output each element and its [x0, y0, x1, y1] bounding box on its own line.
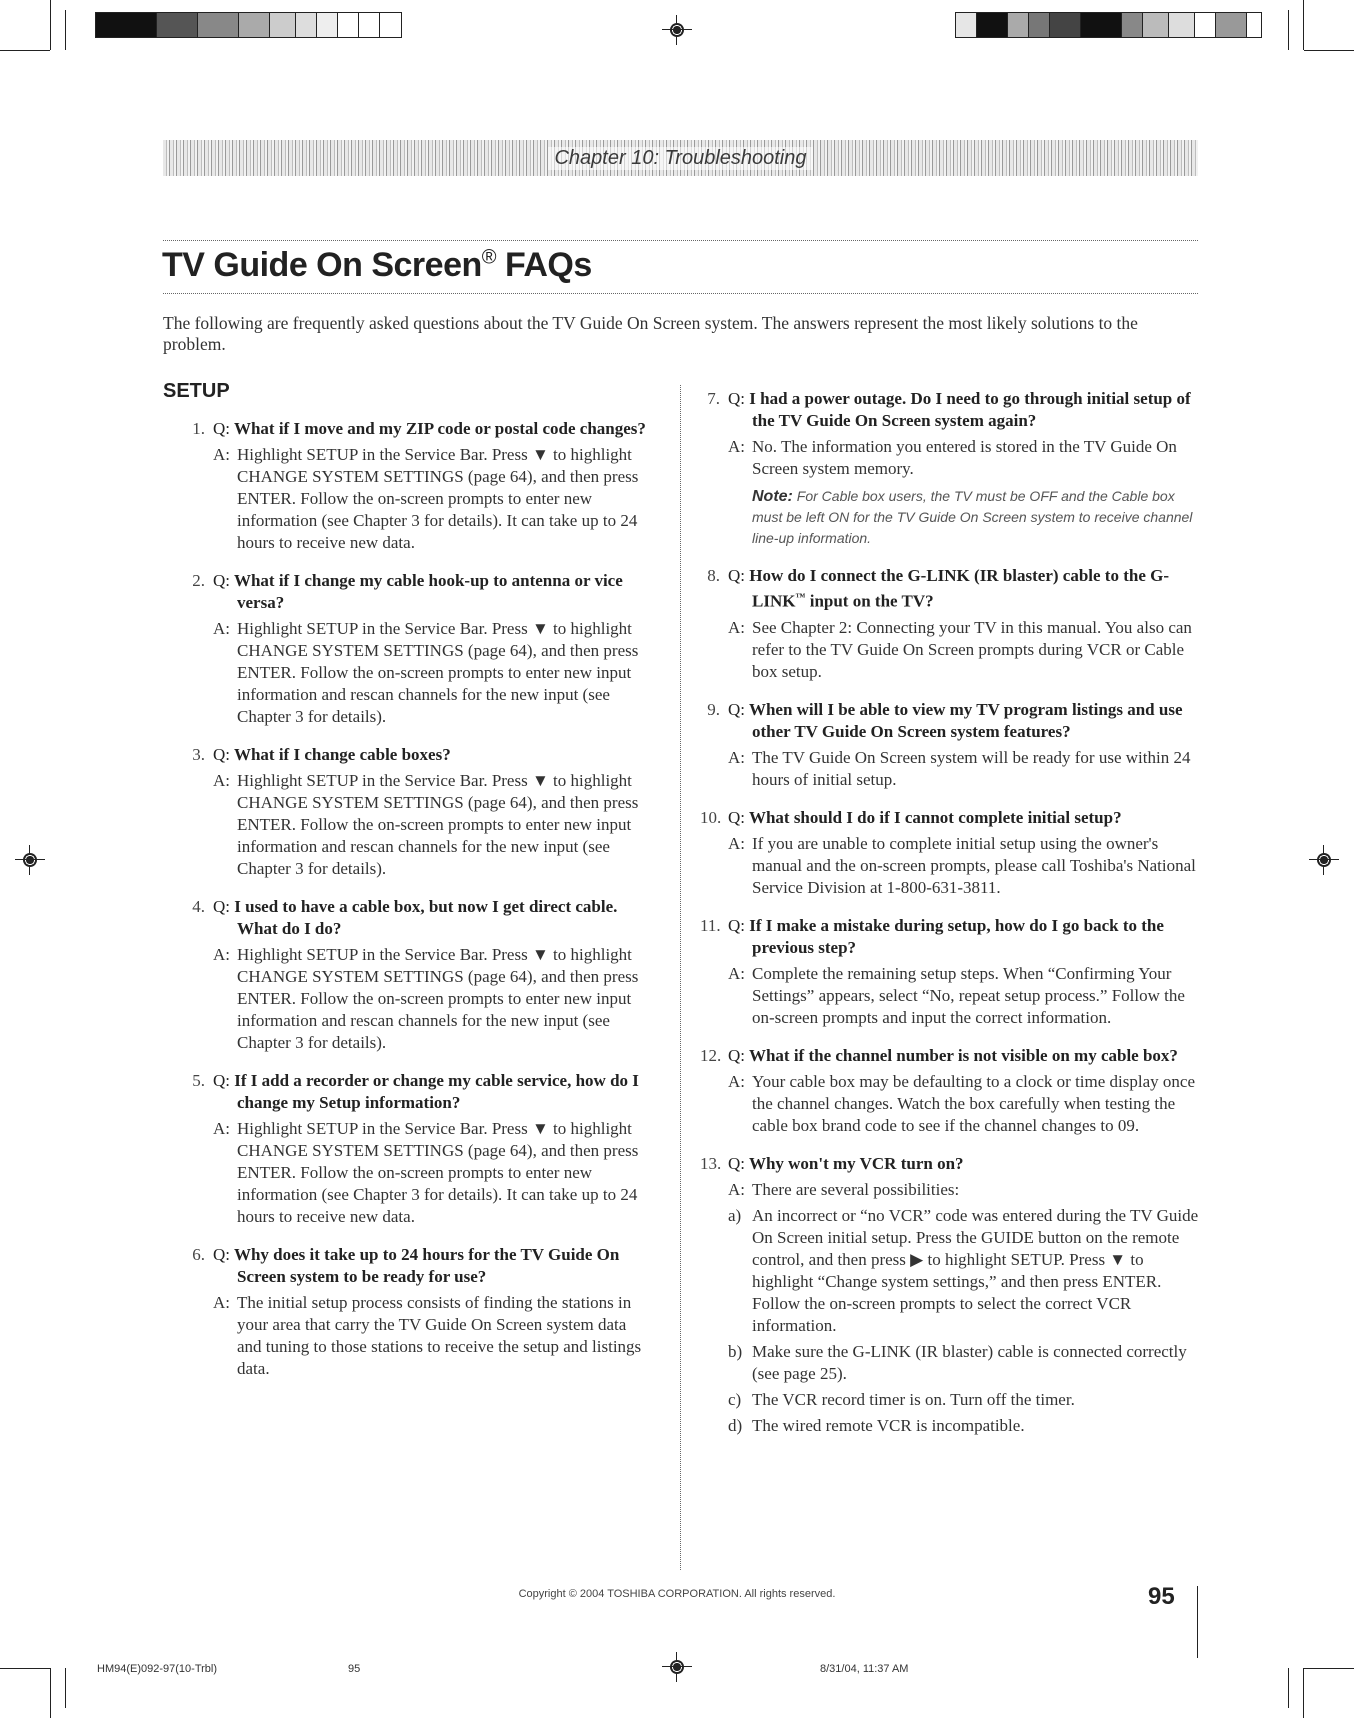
faq-subitem: d) The wired remote VCR is incompatible.	[728, 1415, 1025, 1435]
registration-mark-icon	[662, 15, 692, 45]
faq-item	[700, 388, 1200, 549]
registration-mark-icon	[662, 1652, 692, 1682]
faq-answer: A: Highlight SETUP in the Service Bar. Press ▼ to highlight CHANGE SYSTEM SETTINGS (page 64), and then press ENTER. Follow the on-screen prompts to enter new input information and rescan channels for the new input (see Chapter 3 for details).	[213, 619, 639, 726]
right-column	[700, 388, 1200, 1437]
column-divider	[680, 385, 681, 1570]
faq-question: 4. Q: I used to have a cable box, but now I get direct cable. What do I do?	[192, 897, 618, 938]
title-rule-top	[163, 240, 1198, 241]
trademark-mark: ™	[795, 592, 806, 603]
crop-mark	[0, 1668, 50, 1669]
faq-question: 8. Q: How do I connect the G-LINK (IR blaster) cable to the G-LINK™ input on the TV?	[707, 566, 1170, 611]
slug-filename: HM94(E)092-97(10-Trbl)	[97, 1663, 218, 1675]
faq-question: 5. Q: If I add a recorder or change my cable service, how do I change my Setup information?	[192, 1071, 639, 1112]
faq-item	[185, 1070, 655, 1228]
chapter-header-text: Chapter 10: Troubleshooting	[548, 147, 812, 170]
faq-item	[185, 570, 655, 728]
faq-question: 12. Q: What if the channel number is not visible on my cable box?	[700, 1045, 1178, 1065]
faq-question: 2. Q: What if I change my cable hook-up to antenna or vice versa?	[192, 571, 623, 612]
faq-item	[700, 807, 1200, 899]
crop-mark	[1288, 10, 1289, 50]
faq-question: 6. Q: Why does it take up to 24 hours for the TV Guide On Screen system to be ready for use?	[192, 1245, 620, 1286]
faq-answer: A: Highlight SETUP in the Service Bar. Press ▼ to highlight CHANGE SYSTEM SETTINGS (page 64), and then press ENTER. Follow the on-screen prompts to enter new information (see Chapter 3 for details). It can take up to 24 hours to receive new data.	[213, 1119, 639, 1226]
faq-item	[185, 418, 655, 554]
faq-answer: A: Highlight SETUP in the Service Bar. Press ▼ to highlight CHANGE SYSTEM SETTINGS (page 64), and then press ENTER. Follow the on-screen prompts to enter new information (see Chapter 3 for details). It can take up to 24 hours to receive new data.	[213, 445, 639, 552]
crop-mark	[1304, 50, 1354, 51]
crop-mark	[65, 10, 66, 50]
intro-paragraph: The following are frequently asked questions about the TV Guide On Screen system. The answers represent the most likely solutions to the problem.	[163, 313, 1138, 354]
faq-answer: A: The initial setup process consists of finding the stations in your area that carry the TV Guide On Screen system data and tuning to those stations to receive the setup and listings data.	[213, 1293, 642, 1378]
faq-answer: A: The TV Guide On Screen system will be ready for use within 24 hours of initial setup.	[728, 747, 1191, 789]
faq-item	[185, 896, 655, 1054]
faq-answer: A: Complete the remaining setup steps. When “Confirming Your Settings” appears, select “No, repeat setup process.” Follow the on-screen prompts and input the correct information.	[728, 963, 1185, 1027]
note-label: Note:	[752, 488, 793, 505]
faq-item	[700, 1153, 1200, 1437]
faq-subitem: c) The VCR record timer is on. Turn off the timer.	[728, 1389, 1075, 1409]
registered-mark: ®	[481, 246, 496, 269]
faq-answer: A: No. The information you entered is stored in the TV Guide On Screen system memory.	[728, 437, 1177, 478]
faq-item	[700, 1045, 1200, 1137]
crop-mark	[50, 0, 51, 50]
faq-subitem: b) Make sure the G-LINK (IR blaster) cable is connected correctly (see page 25).	[728, 1341, 1187, 1383]
registration-mark-icon	[1309, 845, 1339, 875]
crop-mark	[1303, 0, 1304, 50]
faq-note: Note: For Cable box users, the TV must be OFF and the Cable box must be left ON for the TV Guide On Screen system to receive channel line-up information.	[752, 488, 1193, 546]
faq-question: 9. Q: When will I be able to view my TV program listings and use other TV Guide On Screen system features?	[707, 699, 1183, 741]
slug-page: 95	[348, 1663, 361, 1675]
chapter-header	[163, 140, 1198, 176]
section-heading: SETUP	[163, 380, 230, 402]
crop-mark	[1304, 1668, 1354, 1669]
registration-mark-icon	[15, 845, 45, 875]
copyright-notice: Copyright © 2004 TOSHIBA CORPORATION. All rights reserved.	[518, 1588, 836, 1600]
slug-date: 8/31/04, 11:37 AM	[820, 1663, 909, 1675]
crop-mark	[1303, 1668, 1304, 1718]
faq-answer: A: Highlight SETUP in the Service Bar. Press ▼ to highlight CHANGE SYSTEM SETTINGS (page 64), and then press ENTER. Follow the on-screen prompts to enter new input information and rescan channels for the new input (see Chapter 3 for details).	[213, 945, 639, 1052]
faq-question: 10. Q: What should I do if I cannot complete initial setup?	[700, 807, 1122, 827]
faq-question: 13. Q: Why won't my VCR turn on?	[700, 1153, 964, 1173]
faq-question: 7. Q: I had a power outage. Do I need to go through initial setup of the TV Guide On Screen system again?	[707, 389, 1191, 430]
crop-mark	[1288, 1668, 1289, 1708]
faq-item	[700, 915, 1200, 1029]
faq-subitem: a) An incorrect or “no VCR” code was entered during the TV Guide On Screen initial setup. Press the GUIDE button on the remote control, and then press ▶ to highlight SETUP. Press ▼ to highlight “Change system settings,” and then press ENTER. Follow the on-screen prompts to select the correct VCR information.	[728, 1205, 1199, 1335]
crop-mark	[50, 1668, 51, 1718]
color-bar-left	[95, 12, 402, 38]
page-title: TV Guide On Screen® FAQs	[162, 246, 592, 284]
crop-mark	[0, 50, 50, 51]
faq-question: 3. Q: What if I change cable boxes?	[192, 745, 451, 764]
crop-mark	[65, 1668, 66, 1708]
faq-question: 11. Q: If I make a mistake during setup, how do I go back to the previous step?	[700, 915, 1164, 957]
faq-answer: A: If you are unable to complete initial setup using the owner's manual and the on-screen prompts, please call Toshiba's National Service Division at 1-800-631-3811.	[728, 833, 1196, 897]
faq-answer: A: Highlight SETUP in the Service Bar. Press ▼ to highlight CHANGE SYSTEM SETTINGS (page 64), and then press ENTER. Follow the on-screen prompts to enter new input information and rescan channels for the new input (see Chapter 3 for details).	[213, 771, 639, 878]
faq-answer: A: Your cable box may be defaulting to a clock or time display once the channel changes. Watch the box carefully when testing the cable box brand code to see if the channel changes to 09.	[728, 1071, 1195, 1135]
faq-answer: A: See Chapter 2: Connecting your TV in this manual. You also can refer to the TV Guide On Screen prompts during VCR or Cable box setup.	[728, 617, 1192, 681]
color-bar-right	[955, 12, 1262, 38]
faq-question: 1. Q: What if I move and my ZIP code or postal code changes?	[192, 419, 646, 438]
left-column	[185, 418, 655, 1380]
faq-item	[185, 744, 655, 880]
title-rule-bottom	[163, 293, 1198, 294]
faq-item	[700, 565, 1200, 683]
faq-answer: A: There are several possibilities:	[728, 1179, 960, 1199]
page-number: 95	[1148, 1583, 1175, 1610]
page-number-rule	[1197, 1586, 1198, 1658]
faq-item	[700, 699, 1200, 791]
faq-item	[185, 1244, 655, 1380]
